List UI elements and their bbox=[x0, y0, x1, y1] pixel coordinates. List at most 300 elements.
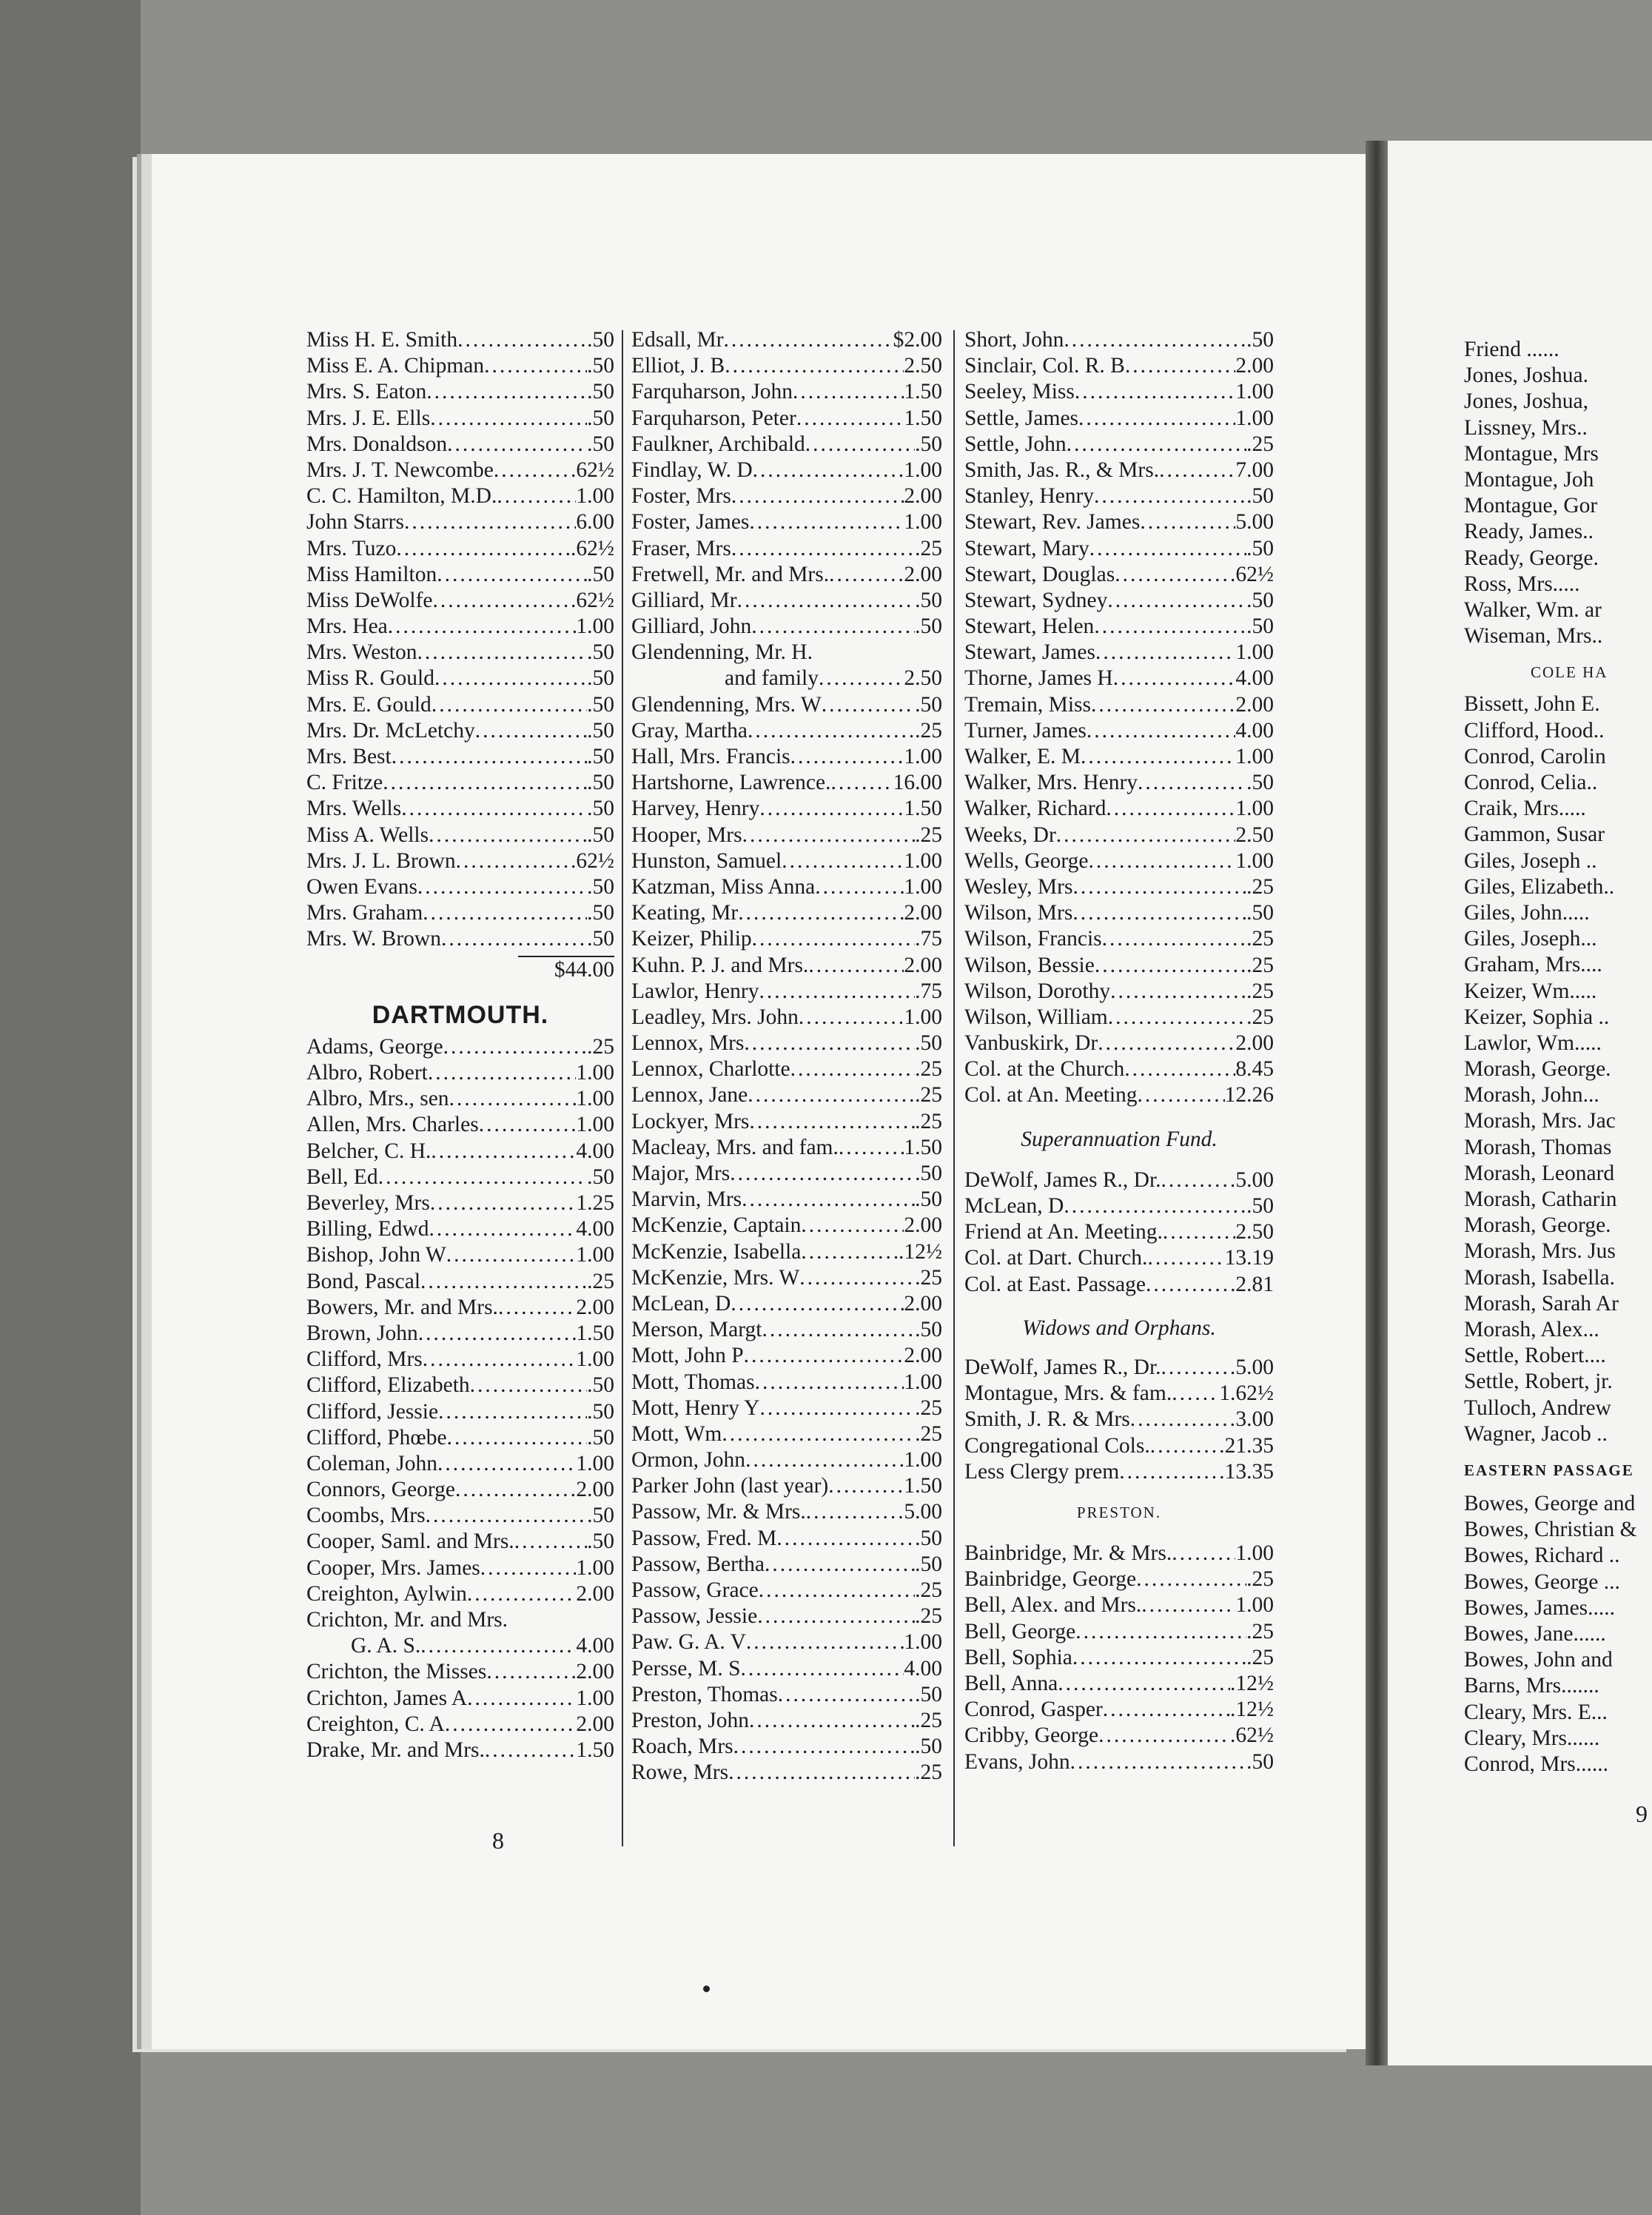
entry-name: Albro, Mrs., sen bbox=[306, 1087, 449, 1111]
entry-amount: .25 bbox=[1246, 1619, 1274, 1643]
list-item bbox=[631, 562, 942, 588]
leader-dots bbox=[759, 796, 904, 822]
list-item: Cleary, Mrs...... bbox=[1464, 1726, 1600, 1750]
entry-name: Ormon, John bbox=[631, 1448, 746, 1472]
leader-dots bbox=[426, 379, 587, 405]
leader-dots bbox=[431, 1139, 576, 1165]
entry-amount: .50 bbox=[1246, 614, 1274, 639]
leader-dots bbox=[485, 1738, 577, 1763]
entry-name: Mrs. J. L. Brown bbox=[306, 848, 456, 873]
list-item bbox=[631, 1370, 942, 1395]
list-item bbox=[964, 1592, 1274, 1618]
entry-name: Rowe, Mrs bbox=[631, 1760, 729, 1785]
entry-amount: .25 bbox=[1246, 979, 1274, 1003]
list-item bbox=[964, 379, 1274, 405]
list-item: Jones, Joshua. bbox=[1464, 363, 1588, 388]
list-item: Bowes, George and bbox=[1464, 1492, 1636, 1516]
leader-dots bbox=[441, 926, 587, 952]
entry-name: Bowers, Mr. and Mrs. bbox=[306, 1295, 498, 1319]
entry-amount: 1.00 bbox=[904, 874, 942, 899]
leader-dots bbox=[728, 1760, 915, 1786]
entry-name: Bell, George bbox=[964, 1619, 1076, 1643]
entry-name: Stewart, Rev. James bbox=[964, 510, 1141, 535]
entry-amount: 4.00 bbox=[904, 1656, 942, 1680]
entry-name: Mrs. Dr. McLetchy bbox=[306, 718, 475, 743]
list-item bbox=[306, 1165, 614, 1190]
entry-name: Major, Mrs bbox=[631, 1162, 731, 1185]
entry-name: John Starrs bbox=[306, 510, 404, 535]
list-item bbox=[306, 1034, 614, 1060]
leader-dots bbox=[801, 1213, 904, 1239]
list-item bbox=[631, 692, 942, 718]
section-title-cole-harbour: COLE HA bbox=[1531, 663, 1608, 682]
list-item bbox=[964, 666, 1274, 691]
entry-amount: .50 bbox=[587, 745, 614, 768]
entry-name: Sinclair, Col. R. B bbox=[964, 354, 1125, 378]
list-item bbox=[964, 1697, 1274, 1723]
list-item: Giles, Elizabeth.. bbox=[1464, 874, 1615, 899]
entry-amount: 1.00 bbox=[904, 510, 942, 535]
list-item bbox=[964, 1381, 1274, 1407]
entry-amount: .50 bbox=[587, 406, 614, 430]
entry-name: Weeks, Dr bbox=[964, 822, 1056, 847]
entry-amount: 8.45 bbox=[1235, 1057, 1274, 1082]
entry-name: Wilson, Bessie bbox=[964, 953, 1095, 977]
entry-amount: 2.00 bbox=[576, 1660, 614, 1684]
leader-dots bbox=[776, 1526, 915, 1552]
entry-name: Thorne, James H bbox=[964, 666, 1113, 691]
entry-amount: 1.00 bbox=[904, 848, 942, 873]
list-item: Wiseman, Mrs.. bbox=[1464, 624, 1603, 649]
entry-name: Conrod, Gasper bbox=[964, 1698, 1103, 1722]
entry-name: Clifford, Elizabeth bbox=[306, 1373, 470, 1398]
entry-name: Edsall, Mr bbox=[631, 328, 724, 352]
section-title-dartmouth: DARTMOUTH. bbox=[372, 1000, 549, 1029]
list-item bbox=[964, 979, 1274, 1005]
leader-dots bbox=[778, 1682, 915, 1708]
list-item: Conrod, Celia.. bbox=[1464, 771, 1598, 794]
list-item bbox=[631, 458, 942, 483]
list-item bbox=[306, 1373, 614, 1398]
entry-name: Evans, John bbox=[964, 1749, 1070, 1774]
list-item bbox=[306, 640, 614, 666]
entry-amount: .50 bbox=[587, 1504, 614, 1528]
list-item: Glendenning, Mr. H. bbox=[631, 640, 813, 665]
entry-name: Short, John bbox=[964, 328, 1064, 352]
leader-dots bbox=[738, 900, 904, 926]
entry-name: Mrs. J. E. Ells bbox=[306, 406, 431, 430]
leader-dots bbox=[755, 1370, 904, 1395]
leader-dots bbox=[1161, 1167, 1236, 1193]
leader-dots bbox=[467, 1686, 576, 1712]
list-item: Giles, Joseph .. bbox=[1464, 848, 1597, 873]
entry-amount: .50 bbox=[1246, 328, 1274, 352]
entry-name: Roach, Mrs bbox=[631, 1735, 733, 1759]
entry-name: Clifford, Jessie bbox=[306, 1399, 439, 1424]
entry-amount: 13.19 bbox=[1224, 1246, 1274, 1270]
entry-amount: 3.00 bbox=[1235, 1407, 1274, 1432]
entry-name: Wilson, William bbox=[964, 1005, 1108, 1029]
leader-dots bbox=[1113, 666, 1236, 691]
leader-dots bbox=[475, 718, 587, 744]
entry-amount: 2.00 bbox=[904, 953, 942, 977]
entry-amount: 1.00 bbox=[1235, 406, 1274, 430]
leader-dots bbox=[1172, 1381, 1219, 1407]
list-item bbox=[306, 1321, 614, 1347]
list-item bbox=[631, 666, 942, 691]
book-gutter bbox=[1366, 141, 1388, 2065]
list-item bbox=[631, 1447, 942, 1473]
list-item bbox=[631, 588, 942, 614]
list-item bbox=[964, 1167, 1274, 1193]
leader-dots bbox=[1072, 1645, 1246, 1671]
list-item bbox=[631, 353, 942, 379]
entry-name: Brown, John bbox=[306, 1321, 418, 1345]
entry-name: Mrs. W. Brown bbox=[306, 927, 441, 951]
list-item bbox=[964, 1433, 1274, 1459]
entry-name: Miss E. A. Chipman bbox=[306, 354, 485, 378]
list-item bbox=[631, 1708, 942, 1734]
list-item: Settle, Robert.... bbox=[1464, 1344, 1606, 1368]
entry-amount: 4.00 bbox=[1235, 666, 1274, 691]
entry-amount: 1.00 bbox=[576, 1451, 614, 1475]
list-item: Graham, Mrs.... bbox=[1464, 953, 1602, 977]
list-item bbox=[631, 1656, 942, 1682]
entry-name: Wesley, Mrs bbox=[964, 874, 1073, 899]
entry-amount: $2.00 bbox=[893, 328, 942, 352]
entry-name: Mrs. S. Eaton bbox=[306, 380, 427, 404]
list-item: Montague, Gor bbox=[1464, 494, 1598, 518]
list-item: Crichton, Mr. and Mrs. bbox=[306, 1608, 508, 1632]
widows-list bbox=[964, 1355, 1274, 1485]
entry-name: Wells, George bbox=[964, 848, 1089, 873]
scanner-background bbox=[0, 0, 141, 2215]
list-item bbox=[306, 1581, 614, 1607]
entry-amount: .50 bbox=[587, 562, 614, 586]
entry-name: Passow, Grace bbox=[631, 1578, 759, 1602]
entry-amount: 1.00 bbox=[1235, 745, 1274, 768]
entry-amount: .25 bbox=[587, 1034, 614, 1059]
entry-name: Passow, Bertha bbox=[631, 1552, 765, 1576]
list-item bbox=[306, 1399, 614, 1425]
leader-dots bbox=[829, 562, 904, 588]
leader-dots bbox=[438, 1399, 587, 1425]
leader-dots bbox=[396, 536, 571, 562]
list-item: Giles, Joseph... bbox=[1464, 927, 1597, 951]
entry-name: Elliot, J. B bbox=[631, 354, 725, 378]
entry-amount: .50 bbox=[915, 432, 942, 456]
list-item bbox=[964, 1619, 1274, 1645]
list-item bbox=[631, 1734, 942, 1760]
entry-amount: 1.00 bbox=[904, 745, 942, 768]
leader-dots bbox=[808, 953, 904, 979]
list-item bbox=[964, 692, 1274, 718]
entry-amount: .62½ bbox=[1230, 562, 1274, 586]
entry-name: Mrs. Graham bbox=[306, 901, 423, 925]
leader-dots bbox=[1078, 406, 1235, 432]
list-item: Keizer, Wm..... bbox=[1464, 979, 1597, 1003]
leader-dots bbox=[1141, 1592, 1235, 1618]
right-list-cole-harbour bbox=[1464, 691, 1652, 1447]
list-item: Conrod, Carolin bbox=[1464, 744, 1606, 768]
list-item: Wagner, Jacob .. bbox=[1464, 1421, 1608, 1446]
leader-dots bbox=[430, 406, 587, 432]
list-item bbox=[964, 848, 1274, 874]
leader-dots bbox=[1064, 327, 1246, 353]
list-item bbox=[964, 1056, 1274, 1082]
list-item bbox=[964, 509, 1274, 535]
entry-amount: 2.00 bbox=[904, 562, 942, 586]
list-item bbox=[964, 1723, 1274, 1749]
list-item: Cleary, Mrs. E... bbox=[1464, 1700, 1608, 1724]
list-item: Morash, Thomas bbox=[1464, 1135, 1612, 1159]
entry-name: Lawlor, Henry bbox=[631, 979, 759, 1003]
entry-name: Mott, Thomas bbox=[631, 1370, 755, 1394]
list-item: Morash, George. bbox=[1464, 1213, 1611, 1238]
entry-amount: .50 bbox=[587, 874, 614, 899]
entry-name: Parker John (last year) bbox=[631, 1474, 829, 1498]
entry-amount: 1.00 bbox=[1235, 1541, 1274, 1566]
leader-dots bbox=[1067, 432, 1246, 458]
list-item bbox=[964, 1566, 1274, 1592]
entry-amount: 1.00 bbox=[904, 1448, 942, 1472]
entry-name: Glendenning, Mrs. W bbox=[631, 692, 822, 717]
entry-name: Macleay, Mrs. and fam. bbox=[631, 1135, 839, 1159]
list-item: Bowes, George ... bbox=[1464, 1569, 1620, 1594]
list-item: Jones, Joshua, bbox=[1464, 389, 1588, 414]
list-item bbox=[306, 379, 614, 405]
leader-dots bbox=[484, 353, 587, 379]
entry-amount: 1.00 bbox=[576, 1087, 614, 1111]
entry-name: Col. at An. Meeting bbox=[964, 1083, 1138, 1108]
list-item bbox=[306, 1503, 614, 1529]
leader-dots bbox=[430, 1190, 577, 1216]
entry-name: Billing, Edwd bbox=[306, 1217, 429, 1241]
leader-dots bbox=[1124, 1056, 1235, 1082]
list-item: Morash, Alex... bbox=[1464, 1317, 1599, 1341]
leader-dots bbox=[445, 1712, 577, 1738]
list-item bbox=[306, 562, 614, 588]
entry-amount: 7.00 bbox=[1235, 458, 1274, 482]
entry-amount: .25 bbox=[1246, 874, 1274, 899]
entry-amount: 1.00 bbox=[1235, 848, 1274, 873]
entry-amount: .50 bbox=[587, 1425, 614, 1450]
entry-amount: 1.00 bbox=[1235, 1593, 1274, 1618]
entry-amount: 1.50 bbox=[904, 406, 942, 430]
entry-name: Congregational Cols. bbox=[964, 1433, 1150, 1458]
entry-amount: .50 bbox=[587, 1399, 614, 1424]
entry-name: Bainbridge, George bbox=[964, 1567, 1137, 1592]
leader-dots bbox=[1140, 509, 1235, 535]
leader-dots bbox=[1070, 1749, 1247, 1775]
list-item bbox=[306, 536, 614, 562]
leader-dots bbox=[1108, 1005, 1246, 1031]
entry-name: Lennox, Mrs bbox=[631, 1031, 745, 1056]
leader-dots bbox=[418, 1321, 577, 1347]
leader-dots bbox=[819, 666, 904, 691]
list-item bbox=[631, 509, 942, 535]
entry-name: McKenzie, Mrs. W bbox=[631, 1265, 800, 1290]
entry-name: Fraser, Mrs bbox=[631, 536, 731, 560]
entry-name: Owen Evans bbox=[306, 874, 417, 899]
section-title-eastern-passage: EASTERN PASSAGE bbox=[1464, 1461, 1634, 1479]
entry-name: Miss Hamilton bbox=[306, 562, 437, 586]
list-item bbox=[306, 1555, 614, 1581]
list-item bbox=[964, 1193, 1274, 1219]
entry-name: Hall, Mrs. Francis bbox=[631, 745, 790, 768]
leader-dots bbox=[765, 1552, 915, 1578]
list-item bbox=[964, 1671, 1274, 1697]
entry-name: Walker, Mrs. Henry bbox=[964, 771, 1138, 795]
list-item bbox=[631, 1421, 942, 1447]
page-mark bbox=[703, 1986, 710, 1992]
list-item bbox=[306, 666, 614, 691]
leader-dots bbox=[1146, 1272, 1235, 1298]
leader-dots bbox=[1075, 1619, 1246, 1645]
list-item bbox=[964, 1005, 1274, 1031]
page-number-right: 9 bbox=[1636, 1800, 1648, 1827]
list-item: Morash, Catharin bbox=[1464, 1187, 1617, 1211]
leader-dots bbox=[830, 770, 893, 796]
entry-amount: .50 bbox=[915, 1162, 942, 1185]
leader-dots bbox=[446, 1242, 577, 1268]
entry-name: and family bbox=[725, 666, 819, 691]
entry-name: Keating, Mr bbox=[631, 901, 739, 925]
entry-name: Mrs. Hea bbox=[306, 614, 388, 639]
entry-name: Settle, John bbox=[964, 432, 1067, 456]
entry-name: Col. at Dart. Church. bbox=[964, 1246, 1148, 1270]
entry-amount: 2.00 bbox=[576, 1581, 614, 1606]
list-item bbox=[964, 588, 1274, 614]
entry-amount: .50 bbox=[1246, 1194, 1274, 1218]
entry-amount: .25 bbox=[915, 1395, 942, 1420]
leader-dots bbox=[731, 1291, 904, 1317]
leader-dots bbox=[757, 1604, 915, 1629]
list-item bbox=[631, 770, 942, 796]
entry-amount: .50 bbox=[1246, 536, 1274, 560]
list-item bbox=[631, 979, 942, 1005]
entry-amount: 2.00 bbox=[576, 1295, 614, 1319]
entry-amount: .25 bbox=[915, 1578, 942, 1602]
list-item: Bissett, John E. bbox=[1464, 692, 1600, 717]
entry-amount: .50 bbox=[1246, 484, 1274, 509]
entry-amount: 13.35 bbox=[1224, 1459, 1274, 1484]
entry-amount: .50 bbox=[915, 588, 942, 612]
leader-dots bbox=[1098, 1031, 1235, 1056]
entry-name: Adams, George bbox=[306, 1034, 443, 1059]
list-item: Friend ...... bbox=[1464, 338, 1559, 361]
entry-amount: .50 bbox=[915, 1735, 942, 1759]
entry-amount: 1.00 bbox=[1235, 380, 1274, 404]
list-item bbox=[306, 1269, 614, 1295]
entry-amount: 2.00 bbox=[904, 484, 942, 509]
leader-dots bbox=[828, 1473, 904, 1499]
list-item bbox=[306, 874, 614, 900]
leader-dots bbox=[486, 1659, 576, 1685]
entry-amount: .25 bbox=[1246, 953, 1274, 977]
list-item bbox=[306, 822, 614, 848]
entry-amount: .12½ bbox=[899, 1239, 942, 1264]
leader-dots bbox=[449, 1086, 577, 1112]
list-item bbox=[306, 432, 614, 458]
entry-name: Passow, Mr. & Mrs. bbox=[631, 1500, 806, 1524]
entry-name: Findlay, W. D bbox=[631, 458, 753, 482]
leader-dots bbox=[1110, 979, 1246, 1005]
entry-name: Preston, Thomas bbox=[631, 1682, 778, 1706]
entry-name: Leadley, Mrs. John bbox=[631, 1005, 799, 1029]
section-title-preston: PRESTON. bbox=[1076, 1503, 1162, 1521]
entry-name: G. A. S. bbox=[351, 1634, 421, 1658]
list-item bbox=[306, 1633, 614, 1659]
list-item bbox=[306, 483, 614, 509]
list-item bbox=[964, 926, 1274, 952]
entry-amount: 1.50 bbox=[904, 797, 942, 821]
entry-amount: 6.00 bbox=[576, 510, 614, 535]
entry-name: Stewart, Helen bbox=[964, 614, 1095, 639]
entry-amount: 1.00 bbox=[576, 614, 614, 639]
list-item bbox=[306, 718, 614, 744]
list-item: Bowes, James..... bbox=[1464, 1595, 1616, 1620]
list-item bbox=[306, 353, 614, 379]
entry-amount: 1.00 bbox=[1235, 640, 1274, 665]
leader-dots bbox=[1095, 953, 1246, 979]
entry-amount: 1.00 bbox=[904, 1370, 942, 1394]
leader-dots bbox=[447, 1425, 588, 1451]
entry-name: Tremain, Miss bbox=[964, 692, 1092, 717]
list-item bbox=[631, 1082, 942, 1108]
list-item: Ross, Mrs..... bbox=[1464, 572, 1580, 596]
list-item bbox=[631, 1005, 942, 1031]
leader-dots bbox=[749, 1109, 915, 1135]
list-item bbox=[306, 1686, 614, 1712]
list-item bbox=[631, 1343, 942, 1369]
leader-dots bbox=[751, 614, 915, 640]
list-item bbox=[306, 614, 614, 640]
entry-name: Paw. G. A. V bbox=[631, 1630, 746, 1655]
entry-amount: 5.00 bbox=[1235, 1167, 1274, 1192]
entry-name: Keizer, Philip bbox=[631, 927, 752, 951]
entry-name: Hooper, Mrs bbox=[631, 822, 742, 847]
list-item bbox=[306, 1529, 614, 1555]
list-item bbox=[306, 1112, 614, 1138]
list-item bbox=[631, 379, 942, 405]
list-item bbox=[306, 406, 614, 432]
list-item bbox=[631, 483, 942, 509]
entry-amount: .12½ bbox=[1230, 1698, 1274, 1722]
leader-dots bbox=[1103, 1697, 1230, 1723]
entry-name: Miss R. Gould bbox=[306, 666, 434, 691]
leader-dots bbox=[748, 1082, 915, 1108]
entry-name: Cooper, Saml. and Mrs. bbox=[306, 1529, 514, 1554]
entry-amount: .50 bbox=[587, 927, 614, 951]
entry-name: Stewart, Mary bbox=[964, 536, 1089, 560]
entry-name: Settle, James bbox=[964, 406, 1079, 430]
entry-name: Mott, Henry Y bbox=[631, 1395, 760, 1420]
list-item bbox=[631, 1239, 942, 1265]
list-item bbox=[306, 458, 614, 483]
entry-name: Foster, Mrs bbox=[631, 484, 731, 509]
list-item bbox=[631, 796, 942, 822]
entry-amount: .12½ bbox=[1230, 1672, 1274, 1695]
list-item bbox=[631, 718, 942, 744]
entry-name: Mrs. Best bbox=[306, 745, 392, 768]
entry-name: McLean, D bbox=[964, 1194, 1064, 1218]
entry-name: Beverley, Mrs bbox=[306, 1191, 430, 1216]
entry-amount: 21.35 bbox=[1224, 1433, 1274, 1458]
list-item bbox=[964, 614, 1274, 640]
list-item bbox=[964, 718, 1274, 744]
list-item: Barns, Mrs....... bbox=[1464, 1674, 1599, 1698]
